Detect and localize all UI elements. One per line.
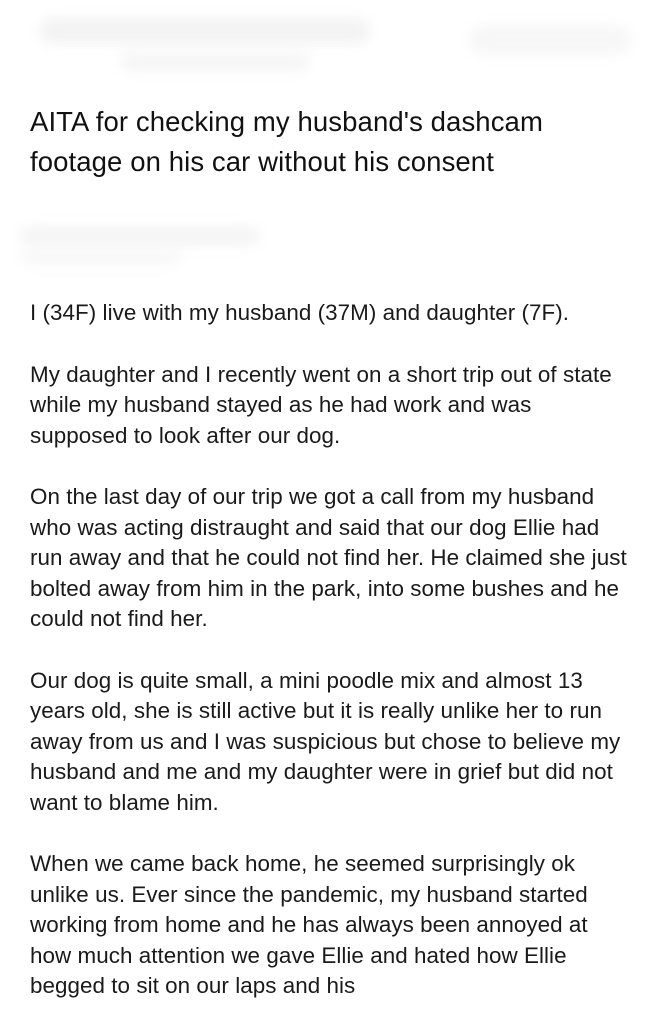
blurred-header-area (0, 0, 655, 100)
post-paragraph: When we came back home, he seemed surprisingly ok unlike us. Ever since the pandemic, my husband started working from home and he has always been annoyed at how much attention we gave Ellie and hated how Ellie begged to sit on our laps and his (30, 851, 588, 998)
post-body (30, 298, 635, 1033)
blurred-post-meta (20, 220, 280, 270)
post-paragraph: On the last day of our trip we got a call from my husband who was acting distraught and said that our dog Ellie had run away and that he could not find her. He claimed she just bolted away from him in the park, into some bushes and he could not find her. (30, 484, 627, 631)
post-paragraph: My daughter and I recently went on a short trip out of state while my husband stayed as he had work and was supposed to look after our dog. (30, 361, 612, 448)
post-paragraph: Our dog is quite small, a mini poodle mix and almost 13 years old, she is still active but it is really unlike her to run away from us and I was suspicious but chose to believe my husband and me and my daughter were in grief but did not want to blame him. (30, 667, 621, 815)
post-title: AITA for checking my husband's dashcam footage on his car without his consent (30, 106, 543, 177)
post-paragraph: I (34F) live with my husband (37M) and daughter (7F). (30, 300, 570, 325)
